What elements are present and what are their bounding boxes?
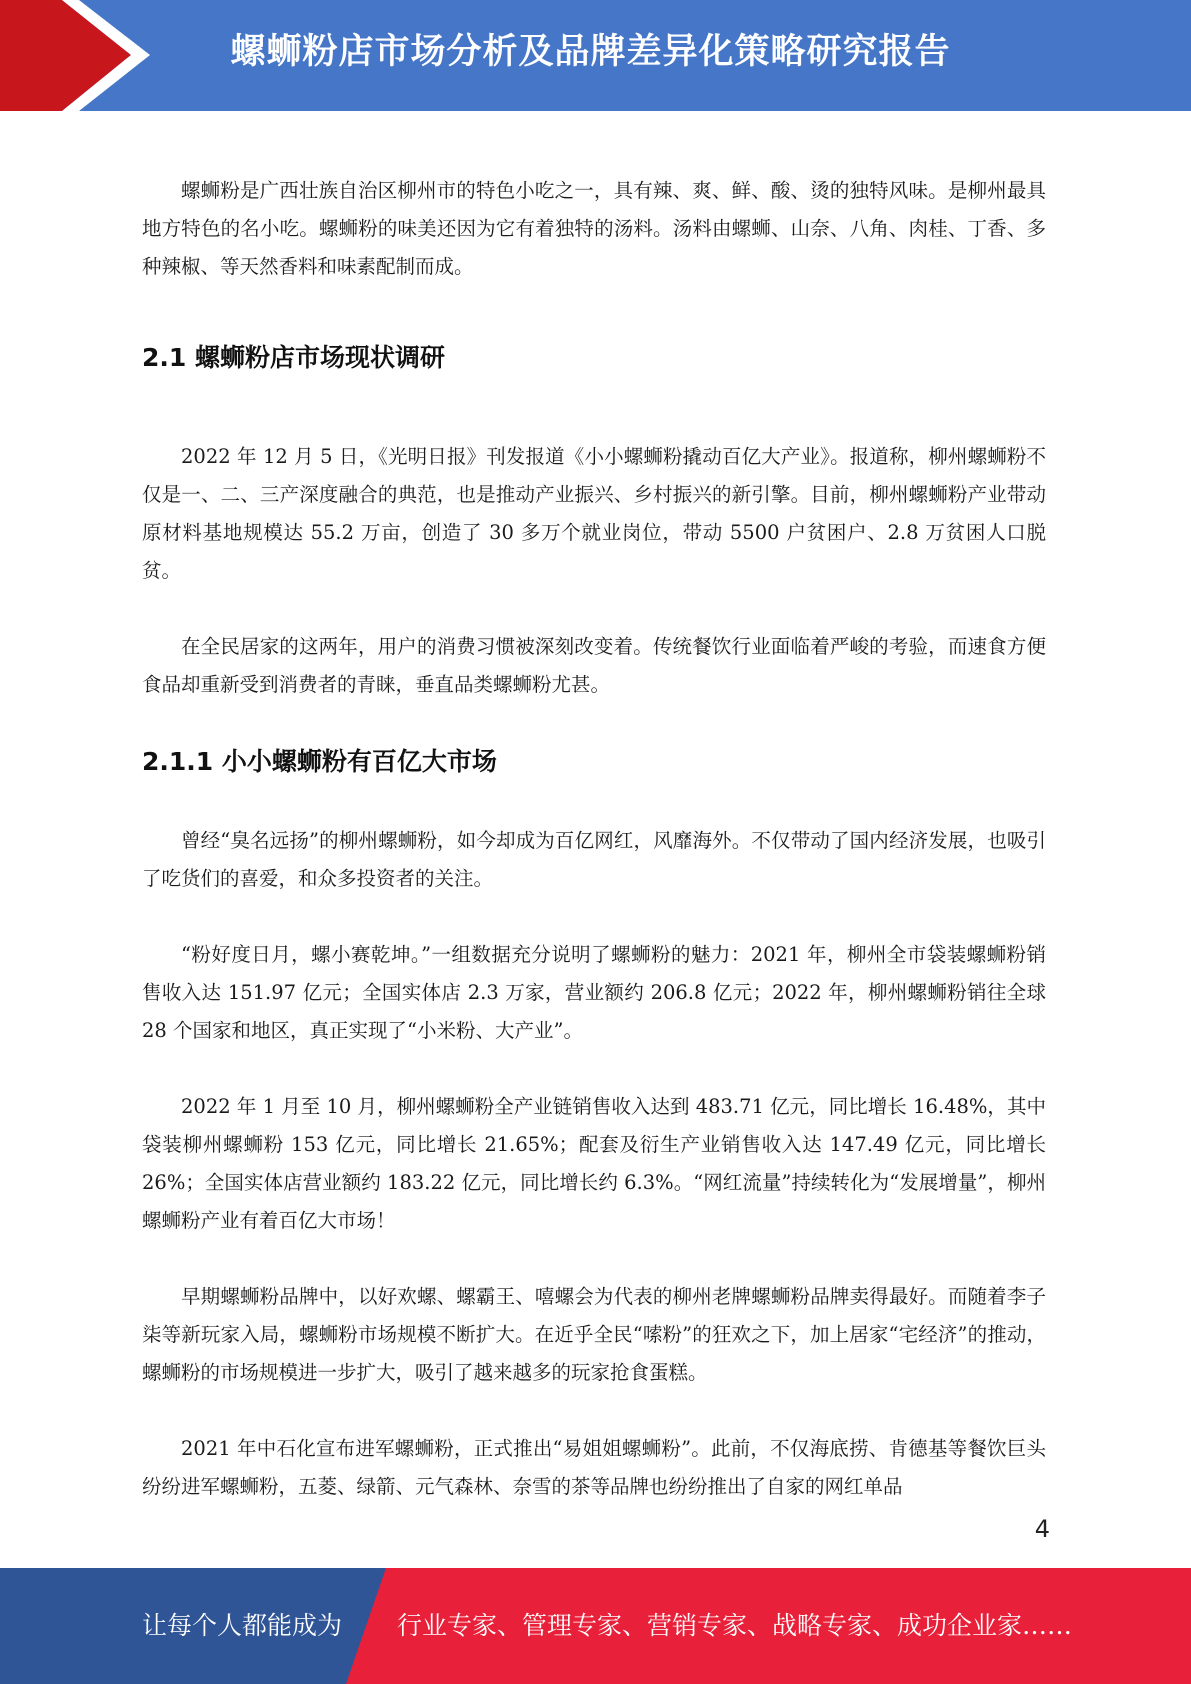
footer-slogan-left: 让每个人都能成为 <box>142 1611 343 1640</box>
section-2-1-paragraph-2: 在全民居家的这两年，用户的消费习惯被深刻改变着。传统餐饮行业面临着严峻的考验，而速食方便食品却重新受到消费者的青睐，垂直品类螺蛳粉尤甚。 <box>142 635 1046 696</box>
page-number: 4 <box>1034 1515 1050 1543</box>
section-2-1-1-paragraph-2: “粉好度日月，螺小赛乾坤。”一组数据充分说明了螺蛳粉的魅力：2021 年，柳州全市袋装螺蛳粉销售收入达 151.97 亿元；全国实体店 2.3 万家，营业额约 206.8 亿元；2022 年，柳州螺蛳粉销往全球 28 个国家和地区，真正实现了“小米粉、大产业”。 <box>142 943 1046 1042</box>
report-title: 螺蛳粉店市场分析及品牌差异化策略研究报告 <box>230 32 951 72</box>
header-arrow-graphic <box>0 0 160 111</box>
page-footer <box>0 1568 1191 1684</box>
section-heading-2-1-1: 2.1.1 小小螺蛳粉有百亿大市场 <box>142 747 497 776</box>
section-2-1-1-paragraph-1: 曾经“臭名远扬”的柳州螺蛳粉，如今却成为百亿网红，风靡海外。不仅带动了国内经济发展，也吸引了吃货们的喜爱，和众多投资者的关注。 <box>142 829 1046 890</box>
section-2-1-paragraph-1: 2022 年 12 月 5 日，《光明日报》刊发报道《小小螺蛳粉撬动百亿大产业》。报道称，柳州螺蛳粉不仅是一、二、三产深度融合的典范，也是推动产业振兴、乡村振兴的新引擎。目前，柳州螺蛳粉产业带动原材料基地规模达 55.2 万亩，创造了 30 多万个就业岗位，带动 5500 户贫困户、2.8 万贫困人口脱贫。 <box>142 445 1046 582</box>
footer-slogan-right: 行业专家、管理专家、营销专家、战略专家、成功企业家…… <box>397 1611 1073 1640</box>
section-heading-2-1: 2.1 螺蛳粉店市场现状调研 <box>142 343 445 372</box>
section-2-1-1-paragraph-4: 早期螺蛳粉品牌中，以好欢螺、螺霸王、嘻螺会为代表的柳州老牌螺蛳粉品牌卖得最好。而随着李子柒等新玩家入局，螺蛳粉市场规模不断扩大。在近乎全民“嗦粉”的狂欢之下，加上居家“宅经济”的推动，螺蛳粉的市场规模进一步扩大，吸引了越来越多的玩家抢食蛋糕。 <box>142 1285 1046 1384</box>
intro-paragraph: 螺蛳粉是广西壮族自治区柳州市的特色小吃之一，具有辣、爽、鲜、酸、烫的独特风味。是柳州最具地方特色的名小吃。螺蛳粉的味美还因为它有着独特的汤料。汤料由螺蛳、山奈、八角、肉桂、丁香、多种辣椒、等天然香料和味素配制而成。 <box>142 179 1046 278</box>
document-body <box>142 172 1046 1506</box>
section-2-1-1-paragraph-5: 2021 年中石化宣布进军螺蛳粉，正式推出“易姐姐螺蛳粉”。此前，不仅海底捞、肯德基等餐饮巨头纷纷进军螺蛳粉，五菱、绿箭、元气森林、奈雪的茶等品牌也纷纷推出了自家的网红单品 <box>142 1437 1046 1498</box>
page-header <box>0 0 1191 111</box>
section-2-1-1-paragraph-3: 2022 年 1 月至 10 月，柳州螺蛳粉全产业链销售收入达到 483.71 亿元，同比增长 16.48%，其中袋装柳州螺蛳粉 153 亿元，同比增长 21.65%；配套及衍生产业销售收入达 147.49 亿元，同比增长 26%；全国实体店营业额约 183.22 亿元，同比增长约 6.3%。“网红流量”持续转化为“发展增量”，柳州螺蛳粉产业有着百亿大市场！ <box>142 1095 1046 1232</box>
